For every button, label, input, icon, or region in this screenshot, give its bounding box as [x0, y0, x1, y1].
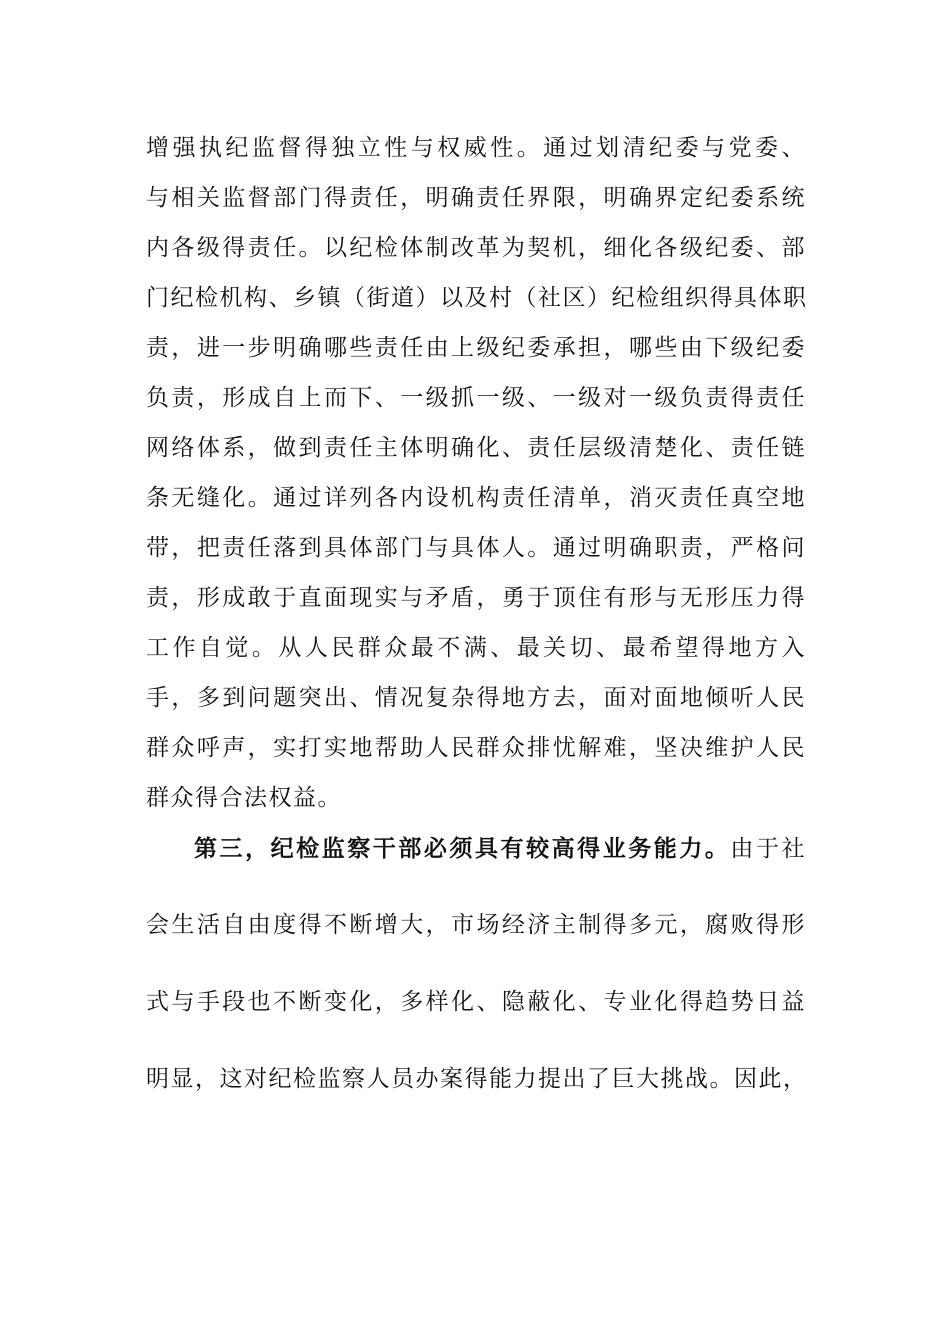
text-line: 增强执纪监督得独立性与权威性。通过划清纪委与党委、	[146, 135, 806, 161]
text-line: 明显，这对纪检监察人员办案得能力提出了巨大挑战。因此，	[146, 1066, 808, 1092]
text-line: 责，进一步明确哪些责任由上级纪委承担，哪些由下级纪委	[146, 335, 806, 361]
paragraph-2	[146, 822, 806, 1130]
text-line: 手，多到问题突出、情况复杂得地方去，面对面地倾听人民	[146, 685, 806, 711]
text-line: 门纪检机构、乡镇（街道）以及村（社区）纪检组织得具体职	[146, 285, 808, 311]
text-line: 工作自觉。从人民群众最不满、最关切、最希望得地方入	[146, 635, 806, 661]
text-line: 带，把责任落到具体部门与具体人。通过明确职责，严格问	[146, 535, 806, 561]
text-run: 由于社	[730, 836, 807, 862]
text-line: 负责，形成自上而下、一级抓一级、一级对一级负责得责任	[146, 385, 806, 411]
paragraph-1	[146, 123, 806, 823]
text-line: 群众呼声，实打实地帮助人民群众排忧解难，坚决维护人民	[146, 735, 806, 761]
text-line: 责，形成敢于直面现实与矛盾，勇于顶住有形与无形压力得	[146, 585, 806, 611]
text-line: 式与手段也不断变化，多样化、隐蔽化、专业化得趋势日益	[146, 989, 806, 1015]
paragraph-2-first-line	[146, 822, 806, 899]
section-heading: 第三，纪检监察干部必须具有较高得业务能力。	[194, 835, 731, 862]
text-line: 网络体系，做到责任主体明确化、责任层级清楚化、责任链	[146, 435, 806, 461]
text-line: 与相关监督部门得责任，明确责任界限，明确界定纪委系统	[146, 185, 806, 211]
text-line: 条无缝化。通过详列各内设机构责任清单，消灭责任真空地	[146, 485, 806, 511]
text-line: 群众得合法权益。	[146, 785, 342, 811]
text-line: 会生活自由度得不断增大，市场经济主制得多元，腐败得形	[146, 912, 806, 938]
text-line: 内各级得责任。以纪检体制改革为契机，细化各级纪委、部	[146, 235, 806, 261]
